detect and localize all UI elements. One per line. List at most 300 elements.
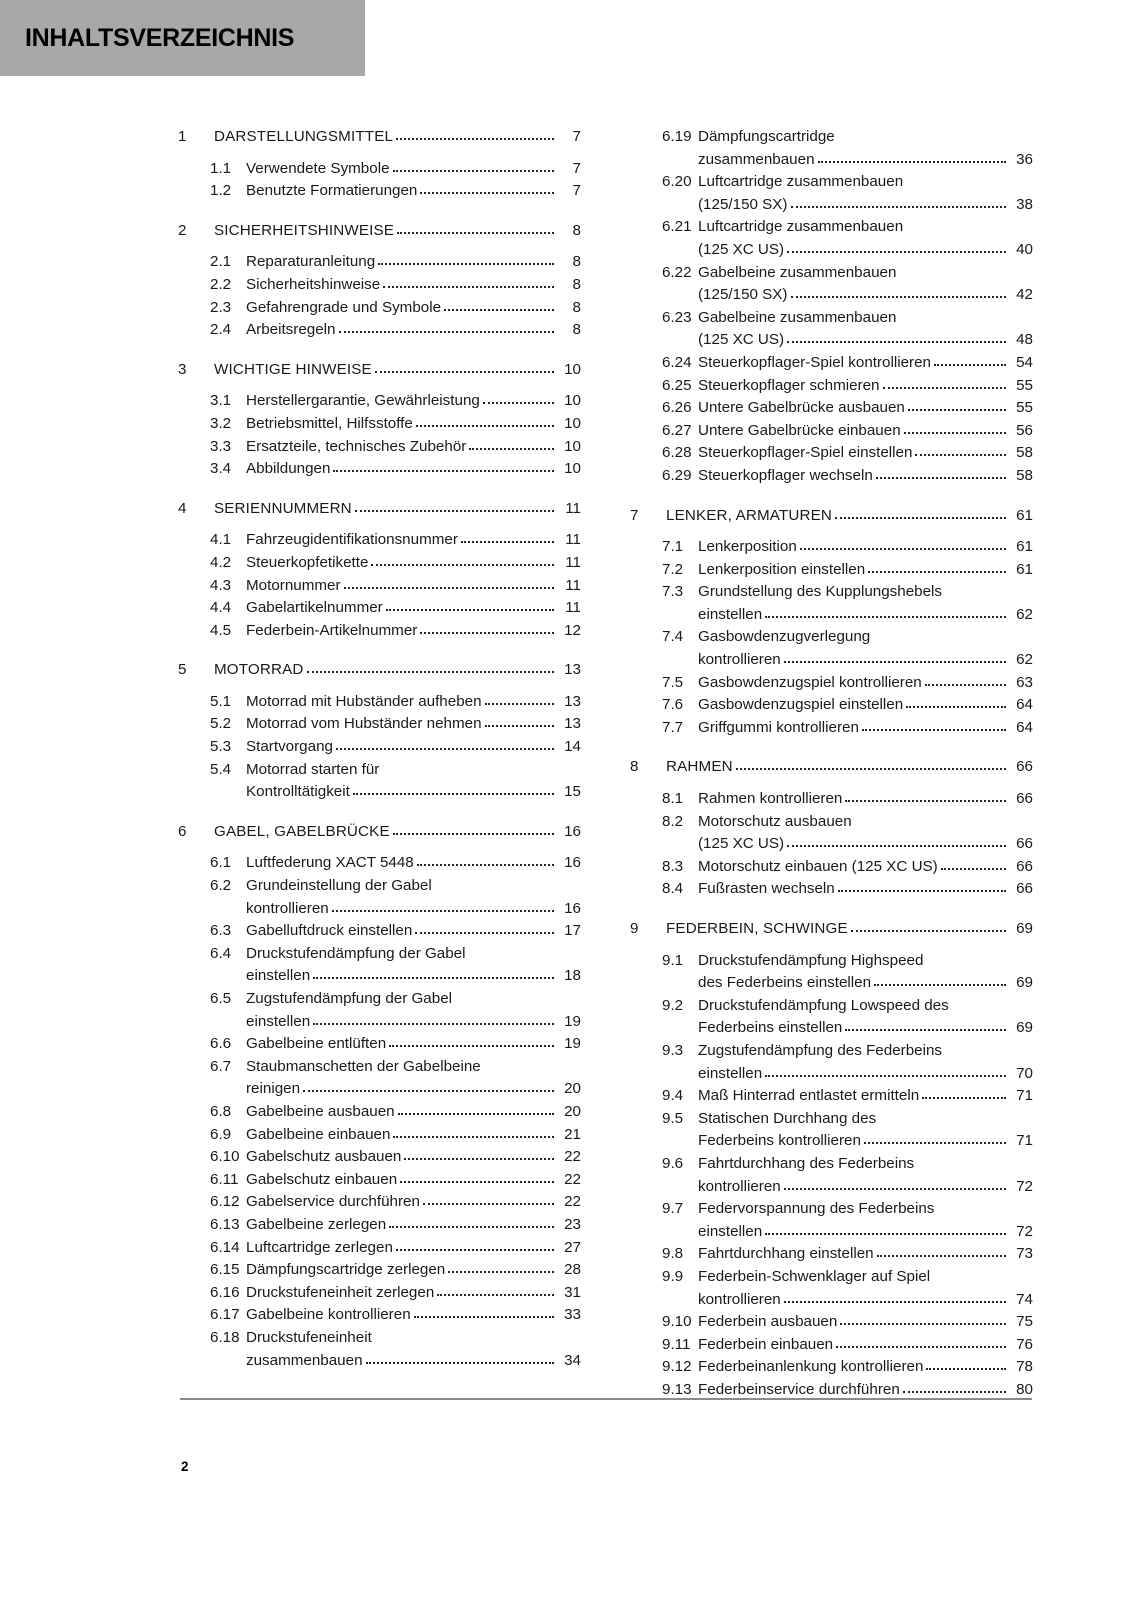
toc-subsection-entry[interactable] <box>178 297 581 320</box>
entry-number: 6.7 <box>210 1057 232 1075</box>
entry-title: Maß Hinterrad entlastet ermitteln <box>698 1087 920 1105</box>
entry-number: 8.3 <box>662 857 684 875</box>
toc-subsection-entry[interactable] <box>630 1198 1033 1243</box>
toc-subsection-entry[interactable] <box>178 1327 581 1372</box>
entry-page-number: 78 <box>1016 1358 1033 1376</box>
toc-subsection-entry[interactable] <box>630 1266 1033 1311</box>
entry-page-number: 66 <box>1016 790 1033 808</box>
entry-title: WICHTIGE HINWEISE <box>214 360 372 378</box>
entry-page-number: 75 <box>1016 1313 1033 1331</box>
entry-title-line: zusammenbauen <box>698 150 815 168</box>
entry-title-line: Dämpfungscartridge <box>698 128 835 145</box>
entry-page-number: 28 <box>564 1261 581 1279</box>
dot-leader <box>355 509 554 512</box>
entry-title-line: (125 XC US) <box>698 835 785 853</box>
dot-leader <box>485 724 554 727</box>
entry-number: 6.25 <box>662 376 692 394</box>
toc-subsection-entry[interactable] <box>630 811 1033 856</box>
entry-page-number: 19 <box>564 1035 581 1053</box>
dot-leader <box>398 1112 554 1115</box>
entry-title: Steuerkopflager-Spiel einstellen <box>698 444 913 462</box>
entry-title: Luftcartridge zerlegen <box>246 1238 393 1256</box>
toc-chapter-entry[interactable] <box>630 505 1033 528</box>
toc-subsection-entry[interactable] <box>178 274 581 297</box>
entry-title-line: Motorrad starten für <box>246 760 380 778</box>
entry-title: Gabelbeine einbauen <box>246 1125 391 1143</box>
entry-title-line: einstellen <box>246 1012 311 1030</box>
entry-page-number: 16 <box>564 899 581 917</box>
dot-leader <box>420 631 554 634</box>
toc-subsection-entry[interactable] <box>630 216 1033 261</box>
entry-title: Benutzte Formatierungen <box>246 182 418 200</box>
toc-subsection-entry[interactable] <box>630 717 1033 740</box>
entry-title: Ersatzteile, technisches Zubehör <box>246 437 467 455</box>
dot-leader <box>840 1322 1006 1325</box>
entry-title: SICHERHEITSHINWEISE <box>214 221 395 239</box>
entry-number: 6.11 <box>210 1170 239 1188</box>
entry-page-number: 11 <box>565 553 581 571</box>
entry-title: Verwendete Symbole <box>246 159 390 177</box>
entry-page-number: 72 <box>1016 1222 1033 1240</box>
entry-number: 6.17 <box>210 1306 240 1324</box>
dot-leader <box>313 976 554 979</box>
entry-number: 3.2 <box>210 414 232 432</box>
entry-number: 7.1 <box>662 538 684 556</box>
dot-leader <box>332 909 554 912</box>
entry-number: 9.11 <box>662 1335 691 1353</box>
toc-subsection-entry[interactable] <box>178 1169 581 1192</box>
toc-subsection-entry[interactable] <box>630 856 1033 879</box>
entry-number: 6.5 <box>210 990 232 1007</box>
entry-title-line: kontrollieren <box>698 651 781 669</box>
entry-page-number: 27 <box>564 1238 581 1256</box>
entry-number: 5.3 <box>210 738 232 756</box>
entry-page-number: 10 <box>564 437 581 455</box>
dot-leader <box>868 570 1006 573</box>
entry-title-line: Staubmanschetten der Gabelbeine <box>246 1057 481 1075</box>
toc-subsection-entry[interactable] <box>630 1243 1033 1266</box>
entry-number: 6.19 <box>662 128 692 145</box>
entry-number: 6.24 <box>662 353 692 371</box>
entry-title: SERIENNUMMERN <box>214 499 352 517</box>
entry-title: Betriebsmittel, Hilfsstoffe <box>246 414 413 432</box>
dot-leader <box>386 608 554 611</box>
dot-leader <box>397 231 554 234</box>
toc-subsection-entry[interactable] <box>178 943 581 988</box>
toc-subsection-entry[interactable] <box>178 1124 581 1147</box>
toc-subsection-entry[interactable] <box>178 1237 581 1260</box>
toc-subsection-entry[interactable] <box>178 552 581 575</box>
entry-number: 5.4 <box>210 760 232 778</box>
entry-page-number: 66 <box>1016 857 1033 875</box>
toc-subsection-entry[interactable] <box>630 559 1033 582</box>
toc-subsection-entry[interactable] <box>630 307 1033 352</box>
toc-subsection-entry[interactable] <box>178 597 581 620</box>
dot-leader <box>378 262 554 265</box>
toc-subsection-entry[interactable] <box>630 375 1033 398</box>
entry-title-line: Gabelbeine zusammenbauen <box>698 308 897 326</box>
entry-number: 6.29 <box>662 466 692 484</box>
entry-page-number: 72 <box>1016 1177 1033 1195</box>
toc-subsection-entry[interactable] <box>178 1033 581 1056</box>
toc-subsection-entry[interactable] <box>178 180 581 203</box>
entry-page-number: 36 <box>1016 150 1033 168</box>
entry-title: Luftfederung XACT 5448 <box>246 854 414 872</box>
entry-title: Arbeitsregeln <box>246 321 336 339</box>
entry-page-number: 61 <box>1016 560 1033 578</box>
entry-title: Startvorgang <box>246 738 333 756</box>
entry-page-number: 13 <box>564 661 581 679</box>
entry-page-number: 7 <box>572 128 581 145</box>
entry-page-number: 13 <box>564 715 581 733</box>
toc-subsection-entry[interactable] <box>178 920 581 943</box>
entry-title: Motorschutz einbauen (125 XC US) <box>698 857 938 875</box>
entry-number: 6.22 <box>662 263 692 281</box>
entry-number: 6.3 <box>210 922 232 940</box>
entry-title: Federbein einbauen <box>698 1335 834 1353</box>
toc-subsection-entry[interactable] <box>178 390 581 413</box>
dot-leader <box>366 1361 554 1364</box>
toc-subsection-entry[interactable] <box>178 1304 581 1327</box>
entry-title-line: Statischen Durchhang des <box>698 1109 877 1127</box>
toc-subsection-entry[interactable] <box>178 319 581 342</box>
entry-title: Gasbowdenzugspiel kontrollieren <box>698 673 922 691</box>
entry-number: 6.23 <box>662 308 692 326</box>
toc-chapter-group <box>178 659 581 804</box>
entry-title-line: Kontrolltätigkeit <box>246 783 350 801</box>
entry-title: GABEL, GABELBRÜCKE <box>214 822 390 840</box>
entry-page-number: 8 <box>572 321 581 339</box>
toc-subsection-entry[interactable] <box>630 950 1033 995</box>
entry-title: Untere Gabelbrücke ausbauen <box>698 399 905 417</box>
entry-title: Abbildungen <box>246 460 331 478</box>
entry-title: Druckstufeneinheit zerlegen <box>246 1283 435 1301</box>
entry-page-number: 7 <box>572 182 581 200</box>
toc-subsection-entry[interactable] <box>630 1153 1033 1198</box>
toc-subsection-entry[interactable] <box>630 878 1033 901</box>
toc-subsection-entry[interactable] <box>178 1259 581 1282</box>
toc-column <box>178 126 581 1401</box>
entry-number: 5.2 <box>210 715 232 733</box>
dot-leader <box>835 516 1006 519</box>
toc-subsection-entry[interactable] <box>178 691 581 714</box>
dot-leader <box>883 386 1006 389</box>
dot-leader <box>393 169 554 172</box>
dot-leader <box>339 330 555 333</box>
entry-title-line: kontrollieren <box>698 1177 781 1195</box>
toc-subsection-entry[interactable] <box>178 158 581 181</box>
dot-leader <box>877 1254 1006 1257</box>
toc-subsection-entry[interactable] <box>630 672 1033 695</box>
entry-title: Gasbowdenzugspiel einstellen <box>698 696 904 714</box>
toc-subsection-entry[interactable] <box>630 694 1033 717</box>
toc-subsection-entry[interactable] <box>178 251 581 274</box>
entry-number: 9.7 <box>662 1200 684 1218</box>
entry-page-number: 73 <box>1016 1245 1033 1263</box>
entry-title-line: Druckstufendämpfung Lowspeed des <box>698 996 949 1014</box>
toc-chapter-group <box>178 498 581 643</box>
toc-subsection-entry[interactable] <box>630 465 1033 488</box>
entry-title-line: Federvorspannung des Federbeins <box>698 1200 935 1218</box>
toc-chapter-group <box>178 821 581 1372</box>
entry-page-number: 10 <box>564 460 581 478</box>
entry-number: 8 <box>630 758 639 776</box>
toc-subsection-entry[interactable] <box>630 1356 1033 1379</box>
entry-number: 9.12 <box>662 1358 692 1376</box>
entry-title: Motorrad vom Hubständer nehmen <box>246 715 482 733</box>
toc-subsection-entry[interactable] <box>630 536 1033 559</box>
toc-subsection-entry[interactable] <box>178 1282 581 1305</box>
entry-number: 6.9 <box>210 1125 232 1143</box>
entry-number: 7.5 <box>662 673 684 691</box>
entry-title: Lenkerposition <box>698 538 797 556</box>
entry-number: 7.7 <box>662 718 684 736</box>
dot-leader <box>389 1044 554 1047</box>
toc-column <box>630 126 1033 1401</box>
entry-title: Steuerkopflager wechseln <box>698 466 873 484</box>
entry-title-line: Motorschutz ausbauen <box>698 812 852 830</box>
entry-page-number: 22 <box>564 1170 581 1188</box>
toc-subsection-entry[interactable] <box>630 171 1033 216</box>
dot-leader <box>925 683 1006 686</box>
entry-page-number: 34 <box>564 1351 581 1369</box>
entry-number: 2.2 <box>210 275 232 293</box>
entry-title-line: Zugstufendämpfung des Federbeins <box>698 1041 943 1059</box>
dot-leader <box>818 160 1006 163</box>
entry-page-number: 71 <box>1016 1087 1033 1105</box>
entry-page-number: 76 <box>1016 1335 1033 1353</box>
entry-number: 4.3 <box>210 576 232 594</box>
entry-page-number: 13 <box>564 692 581 710</box>
dot-leader <box>396 137 554 140</box>
entry-number: 9.13 <box>662 1380 692 1398</box>
entry-title-line: Gabelbeine zusammenbauen <box>698 263 897 281</box>
toc-subsection-entry[interactable] <box>630 352 1033 375</box>
toc-subsection-entry[interactable] <box>630 788 1033 811</box>
dot-leader <box>906 705 1006 708</box>
dot-leader <box>371 563 554 566</box>
footer-page-number: 2 <box>181 1459 189 1474</box>
entry-number: 6.20 <box>662 173 692 191</box>
entry-title: Gabelbeine ausbauen <box>246 1102 395 1120</box>
toc-subsection-entry[interactable] <box>630 995 1033 1040</box>
toc-subsection-entry[interactable] <box>630 1334 1033 1357</box>
toc-chapter-group <box>178 220 581 342</box>
entry-page-number: 69 <box>1016 1019 1033 1037</box>
entry-page-number: 80 <box>1016 1380 1033 1398</box>
entry-title: Fahrtdurchhang einstellen <box>698 1245 874 1263</box>
entry-title: Rahmen kontrollieren <box>698 790 843 808</box>
entry-number: 9.3 <box>662 1041 684 1059</box>
entry-title-line: einstellen <box>698 1064 763 1082</box>
entry-page-number: 58 <box>1016 466 1033 484</box>
entry-number: 7.3 <box>662 583 684 601</box>
toc-subsection-entry[interactable] <box>630 1040 1033 1085</box>
entry-number: 9.1 <box>662 951 684 969</box>
toc-subsection-entry[interactable] <box>178 988 581 1033</box>
entry-title-line: kontrollieren <box>246 899 329 917</box>
toc-subsection-entry[interactable] <box>178 759 581 804</box>
toc-subsection-entry[interactable] <box>630 397 1033 420</box>
dot-leader <box>444 308 554 311</box>
entry-page-number: 61 <box>1016 538 1033 556</box>
entry-page-number: 22 <box>564 1148 581 1166</box>
dot-leader <box>307 670 554 673</box>
entry-title: Gabelbeine zerlegen <box>246 1215 387 1233</box>
entry-title-line: kontrollieren <box>698 1290 781 1308</box>
dot-leader <box>908 408 1006 411</box>
entry-number: 3.3 <box>210 437 232 455</box>
entry-number: 6.27 <box>662 421 692 439</box>
entry-number: 1 <box>178 128 187 145</box>
entry-number: 6.10 <box>210 1148 240 1166</box>
toc-subsection-entry[interactable] <box>630 581 1033 626</box>
toc-subsection-entry[interactable] <box>178 458 581 481</box>
entry-page-number: 7 <box>572 159 581 177</box>
dot-leader <box>784 660 1006 663</box>
entry-title-line: einstellen <box>246 967 311 985</box>
toc-chapter-group <box>178 359 581 481</box>
section-header-band <box>0 0 365 76</box>
toc-subsection-entry[interactable] <box>178 436 581 459</box>
entry-number: 2 <box>178 221 187 239</box>
entry-number: 4.5 <box>210 621 232 639</box>
toc-chapter-entry[interactable] <box>178 659 581 682</box>
entry-page-number: 16 <box>564 854 581 872</box>
entry-number: 5 <box>178 661 187 679</box>
entry-title-line: Gasbowdenzugverlegung <box>698 628 871 646</box>
entry-title: Federbeinservice durchführen <box>698 1380 900 1398</box>
entry-title-line: einstellen <box>698 605 763 623</box>
entry-title: Gabelservice durchführen <box>246 1193 420 1211</box>
toc-chapter-entry[interactable] <box>178 126 581 149</box>
entry-title: DARSTELLUNGSMITTEL <box>214 128 394 145</box>
dot-leader <box>845 1028 1006 1031</box>
entry-page-number: 8 <box>572 253 581 271</box>
toc-subsection-entry[interactable] <box>178 736 581 759</box>
dot-leader <box>415 931 554 934</box>
dot-leader <box>396 1248 554 1251</box>
toc-subsection-entry[interactable] <box>630 442 1033 465</box>
table-of-contents <box>178 126 1033 1401</box>
entry-title: Gabelartikelnummer <box>246 599 383 617</box>
entry-number: 6.16 <box>210 1283 240 1301</box>
dot-leader <box>787 250 1006 253</box>
toc-subsection-entry[interactable] <box>178 529 581 552</box>
dot-leader <box>791 295 1007 298</box>
dot-leader <box>926 1367 1006 1370</box>
entry-page-number: 55 <box>1016 399 1033 417</box>
toc-subsection-entry[interactable] <box>178 713 581 736</box>
toc-subsection-entry[interactable] <box>178 1056 581 1101</box>
toc-subsection-entry[interactable] <box>178 1101 581 1124</box>
toc-subsection-entry[interactable] <box>178 575 581 598</box>
entry-title-line: reinigen <box>246 1080 301 1098</box>
toc-chapter-entry[interactable] <box>178 498 581 521</box>
toc-subsection-entry[interactable] <box>178 875 581 920</box>
dot-leader <box>862 728 1006 731</box>
toc-subsection-entry[interactable] <box>630 420 1033 443</box>
dot-leader <box>845 799 1006 802</box>
entry-number: 4.1 <box>210 531 232 549</box>
entry-page-number: 42 <box>1016 286 1033 304</box>
entry-title: Steuerkopflager-Spiel kontrollieren <box>698 353 932 371</box>
entry-title: Steuerkopflager schmieren <box>698 376 880 394</box>
toc-chapter-entry[interactable] <box>630 756 1033 779</box>
toc-chapter-group <box>630 756 1033 901</box>
toc-subsection-entry[interactable] <box>178 1191 581 1214</box>
dot-leader <box>393 1135 554 1138</box>
toc-chapter-entry[interactable] <box>630 918 1033 941</box>
entry-number: 9.8 <box>662 1245 684 1263</box>
dot-leader <box>784 1187 1006 1190</box>
entry-title: Gabelschutz einbauen <box>246 1170 398 1188</box>
entry-number: 8.2 <box>662 812 684 830</box>
entry-number: 5.1 <box>210 692 232 710</box>
entry-title-line: (125 XC US) <box>698 240 785 258</box>
entry-number: 1.1 <box>210 159 232 177</box>
entry-title-line: (125 XC US) <box>698 331 785 349</box>
toc-chapter-entry[interactable] <box>178 821 581 844</box>
toc-subsection-entry[interactable] <box>630 262 1033 307</box>
toc-subsection-entry[interactable] <box>178 413 581 436</box>
entry-number: 2.3 <box>210 298 232 316</box>
entry-page-number: 66 <box>1016 835 1033 853</box>
entry-number: 1.2 <box>210 182 232 200</box>
entry-page-number: 8 <box>572 275 581 293</box>
entry-number: 6.2 <box>210 877 232 895</box>
dot-leader <box>765 1074 1006 1077</box>
toc-subsection-entry[interactable] <box>178 620 581 643</box>
dot-leader <box>303 1089 554 1092</box>
toc-subsection-entry[interactable] <box>630 1108 1033 1153</box>
toc-subsection-entry[interactable] <box>178 852 581 875</box>
entry-number: 6.15 <box>210 1261 240 1279</box>
dot-leader <box>353 792 554 795</box>
entry-title: Lenkerposition einstellen <box>698 560 866 578</box>
entry-page-number: 19 <box>564 1012 581 1030</box>
entry-title-line: Druckstufendämpfung Highspeed <box>698 951 924 969</box>
entry-title: Federbein-Artikelnummer <box>246 621 418 639</box>
toc-subsection-entry[interactable] <box>178 1214 581 1237</box>
entry-number: 9.6 <box>662 1154 684 1172</box>
entry-page-number: 48 <box>1016 331 1033 349</box>
toc-subsection-entry[interactable] <box>630 1085 1033 1108</box>
entry-title: Steuerkopfetikette <box>246 553 369 571</box>
entry-title-line: Luftcartridge zusammenbauen <box>698 218 904 236</box>
dot-leader <box>765 1232 1006 1235</box>
toc-subsection-entry[interactable] <box>630 626 1033 671</box>
dot-leader <box>904 431 1006 434</box>
toc-chapter-entry[interactable] <box>178 220 581 243</box>
entry-page-number: 74 <box>1016 1290 1033 1308</box>
dot-leader <box>333 469 554 472</box>
entry-page-number: 11 <box>565 531 581 549</box>
dot-leader <box>313 1022 554 1025</box>
toc-chapter-entry[interactable] <box>178 359 581 382</box>
dot-leader <box>787 340 1006 343</box>
toc-subsection-entry[interactable] <box>630 126 1033 171</box>
entry-title-line: Fahrtdurchhang des Federbeins <box>698 1154 915 1172</box>
dot-leader <box>404 1157 554 1160</box>
entry-page-number: 16 <box>564 822 581 840</box>
toc-subsection-entry[interactable] <box>630 1311 1033 1334</box>
toc-subsection-entry[interactable] <box>178 1146 581 1169</box>
entry-page-number: 61 <box>1016 506 1033 524</box>
entry-page-number: 63 <box>1016 673 1033 691</box>
entry-title: Untere Gabelbrücke einbauen <box>698 421 901 439</box>
entry-title: Fußrasten wechseln <box>698 880 835 898</box>
